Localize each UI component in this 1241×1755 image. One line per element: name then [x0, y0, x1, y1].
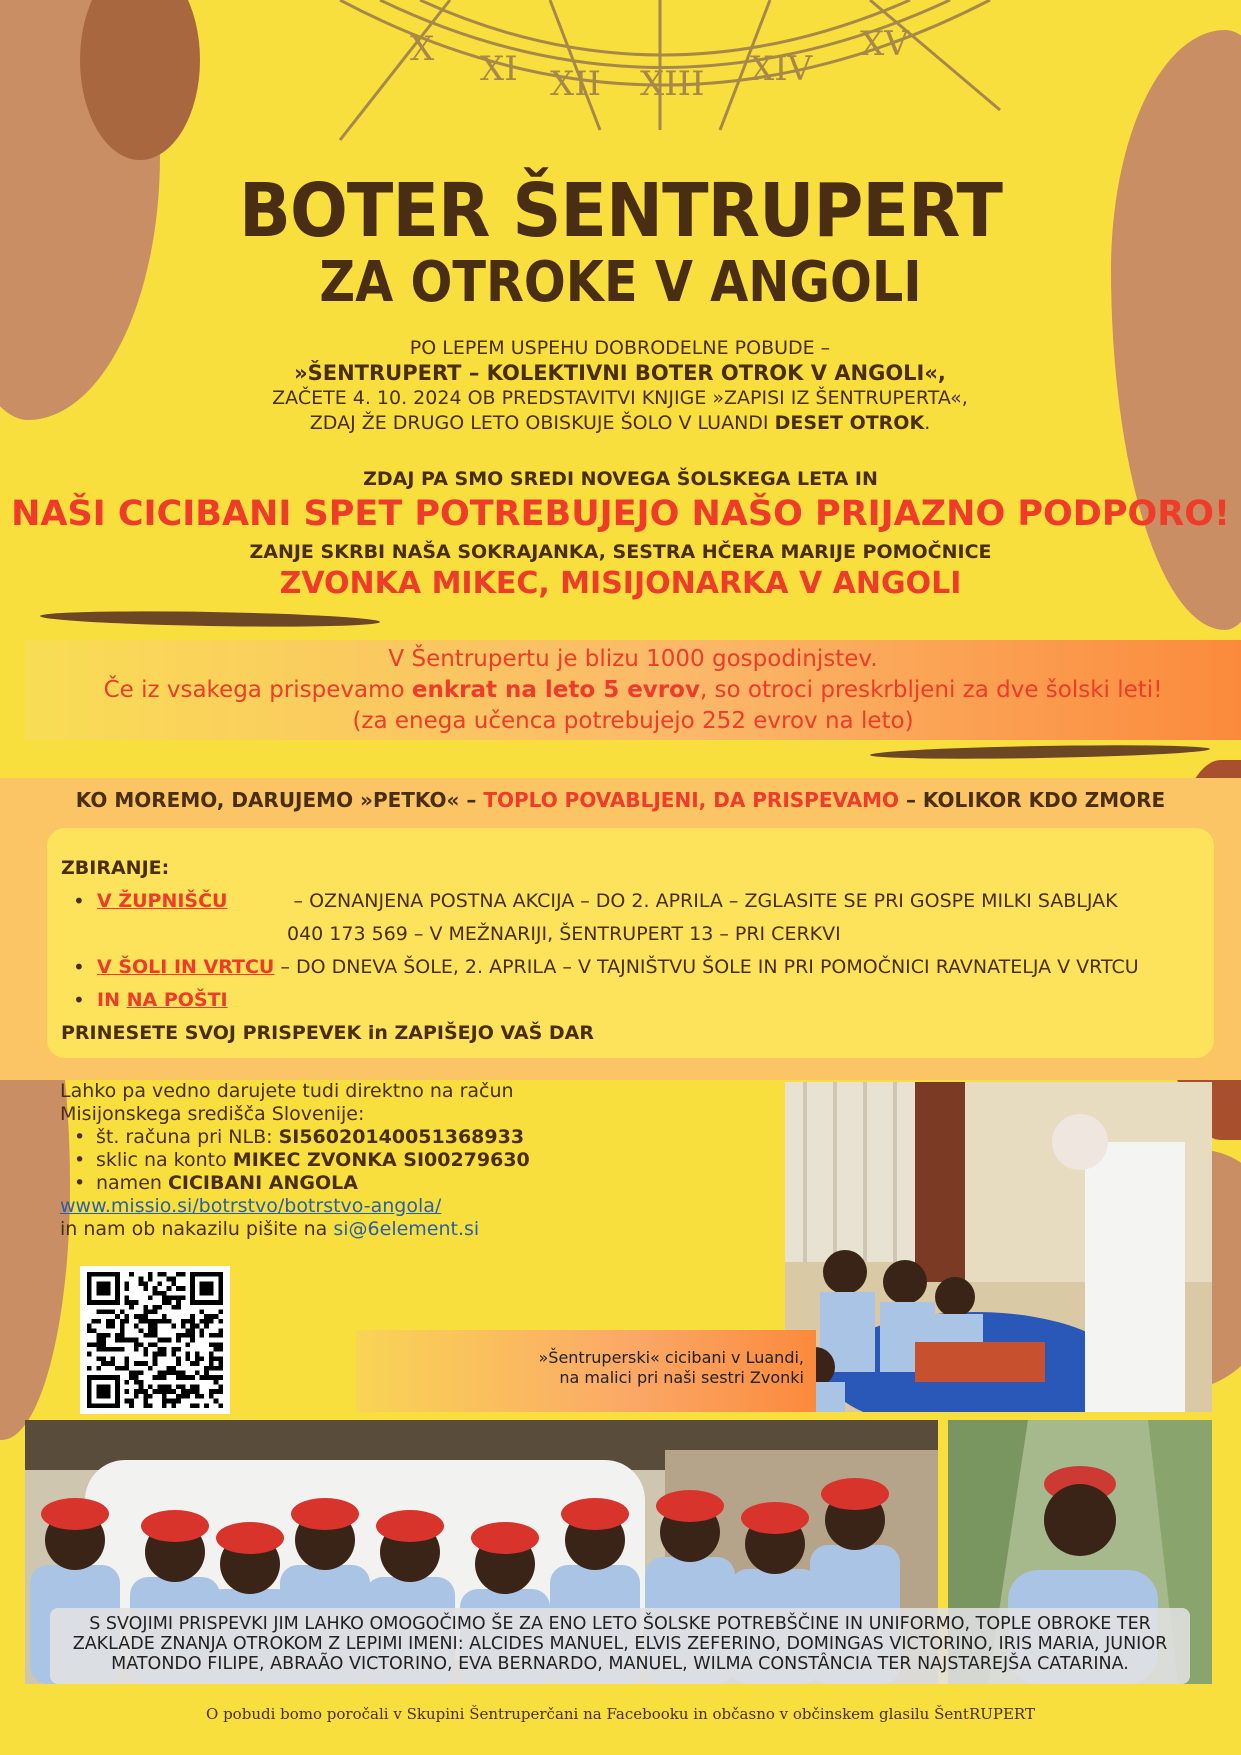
decorative-stroke: [40, 609, 380, 629]
appeal-line-1: V Šentrupertu je blizu 1000 gospodinjstev.: [388, 646, 878, 672]
email-note: in nam ob nakazilu pišite na si@6element.si: [60, 1218, 480, 1240]
list-item: • V ŽUPNIŠČU – OZNANJENA POSTNA AKCIJA – DO 2. APRILA – ZGLASITE SE PRI GOSPE MILKI SABLJAK 040 173 569 – V MEŽNARIJI, ŠENTRUPERT 13 – PRI CERKVI: [61, 885, 1200, 951]
invite-line: KO MOREMO, DARUJEMO »PETKO« – TOPLO POVABLJENI, DA PRISPEVAMO – KOLIKOR KDO ZMORE: [75, 788, 1166, 812]
svg-text:XV: XV: [860, 24, 909, 64]
list-item: • namen CICIBANI ANGOLA: [60, 1172, 700, 1195]
intro-line-1: PO LEPEM USPEHU DOBRODELNE POBUDE –: [409, 337, 831, 359]
post-office-link[interactable]: NA POŠTI: [126, 989, 228, 1011]
headline-sub-2: ZANJE SKRBI NAŠA SOKRAJANKA, SESTRA HČERA MARIJE POMOČNICE: [249, 541, 992, 563]
intro-highlight: DESET OTROK: [774, 412, 925, 434]
headline-sub-1: ZDAJ PA SMO SREDI NOVEGA ŠOLSKEGA LETA IN: [363, 468, 878, 490]
svg-text:XI: XI: [480, 49, 518, 89]
list-item: • sklic na konto MIKEC ZVONKA SI00279630: [60, 1149, 700, 1172]
collection-heading: ZBIRANJE:: [61, 857, 170, 879]
list-item: • št. računa pri NLB: SI56020140051368933: [60, 1126, 700, 1149]
decorative-stroke: [870, 743, 1210, 761]
clock-sketch-illustration: [300, 0, 1020, 150]
intro-line-3: ZAČETE 4. 10. 2024 OB PREDSTAVITVI KNJIGE »ZAPISI IZ ŠENTRUPERTA«,: [272, 387, 968, 409]
svg-text:XII: XII: [550, 64, 602, 104]
headline-main: NAŠI CICIBANI SPET POTREBUJEJO NAŠO PRIJAZNO PODPORO!: [11, 494, 1230, 534]
collection-closing: PRINESETE SVOJ PRISPEVEK in ZAPIŠEJO VAŠ DAR: [61, 1022, 595, 1044]
photo-overlay-text: S SVOJIMI PRISPEVKI JIM LAHKO OMOGOČIMO ŠE ZA ENO LETO ŠOLSKE POTREBŠČINE IN UNIFORMO, TOPLE OBROKE TER ZAKLADE ZNANJA OTROKOM Z LEPIMI IMENI: ALCIDES MANUEL, ELVIS ZEFERINO, DOMINGAS VICTORINO, IRIS MARIA, JUNIOR MATONDO FILIPE, ABRAÃO VICTORINO, EVA BERNARDO, MANUEL, WILMA CONSTÂNCIA TER NAJSTAREJŠA CATARINA.: [50, 1608, 1190, 1684]
list-item: • V ŠOLI IN VRTCU – DO DNEVA ŠOLE, 2. APRILA – V TAJNIŠTVU ŠOLE IN PRI POMOČNICI RAVNATELJA V VRTCU: [61, 951, 1200, 984]
footer-note: O pobudi bomo poročali v Skupini Šentruperčani na Facebooku in občasno v občinskem glasilu ŠentRUPERT: [206, 1705, 1035, 1723]
direct-line-1: Lahko pa vedno darujete tudi direktno na račun: [60, 1080, 514, 1102]
appeal-line-2: Če iz vsakega prispevamo enkrat na leto 5 evrov, so otroci preskrbljeni za dve šolski leti!: [103, 677, 1163, 703]
qr-code[interactable]: [80, 1266, 230, 1414]
reference-number: MIKEC ZVONKA SI00279630: [232, 1149, 530, 1171]
main-subtitle: ZA OTROKE V ANGOLI: [319, 250, 922, 315]
missio-url-link[interactable]: www.missio.si/botrstvo/botrstvo-angola/: [60, 1195, 442, 1217]
main-title: BOTER ŠENTRUPERT: [239, 168, 1002, 254]
decorative-blob: [1111, 30, 1241, 630]
svg-text:XIII: XIII: [640, 64, 705, 104]
svg-text:XIV: XIV: [750, 49, 813, 89]
qr-code-pattern: [86, 1272, 224, 1408]
intro-text: [120, 336, 1120, 436]
photo-caption: »Šentruperski« cicibani v Luandi, na malici pri naši sestri Zvonki: [356, 1330, 816, 1412]
direct-donation: [60, 1080, 700, 1241]
svg-text:X: X: [410, 29, 435, 69]
collection-box: [47, 828, 1214, 1058]
email-link[interactable]: si@6element.si: [333, 1218, 480, 1240]
missionary-name: ZVONKA MIKEC, MISIJONARKA V ANGOLI: [279, 566, 962, 601]
photo-children-snack: [785, 1082, 1212, 1412]
parish-link[interactable]: V ŽUPNIŠČU: [97, 890, 228, 912]
parish-contact: 040 173 569 – V MEŽNARIJI, ŠENTRUPERT 13 – PRI CERKVI: [287, 923, 841, 945]
purpose: CICIBANI ANGOLA: [167, 1172, 358, 1194]
appeal-band: [25, 640, 1241, 740]
list-item: • IN NA POŠTI: [61, 984, 1200, 1017]
direct-line-2: Misijonskega središča Slovenije:: [60, 1103, 365, 1125]
school-link[interactable]: V ŠOLI IN VRTCU: [97, 956, 275, 978]
intro-line-4: ZDAJ ŽE DRUGO LETO OBISKUJE ŠOLO V LUANDI DESET OTROK.: [309, 412, 931, 434]
collection-list: [61, 885, 1200, 1017]
appeal-line-3: (za enega učenca potrebujejo 252 evrov na leto): [352, 708, 914, 734]
appeal-highlight: enkrat na leto 5 evrov: [411, 677, 700, 703]
intro-line-2: »ŠENTRUPERT – KOLEKTIVNI BOTER OTROK V ANGOLI«,: [294, 361, 946, 385]
account-number: SI56020140051368933: [278, 1126, 525, 1148]
